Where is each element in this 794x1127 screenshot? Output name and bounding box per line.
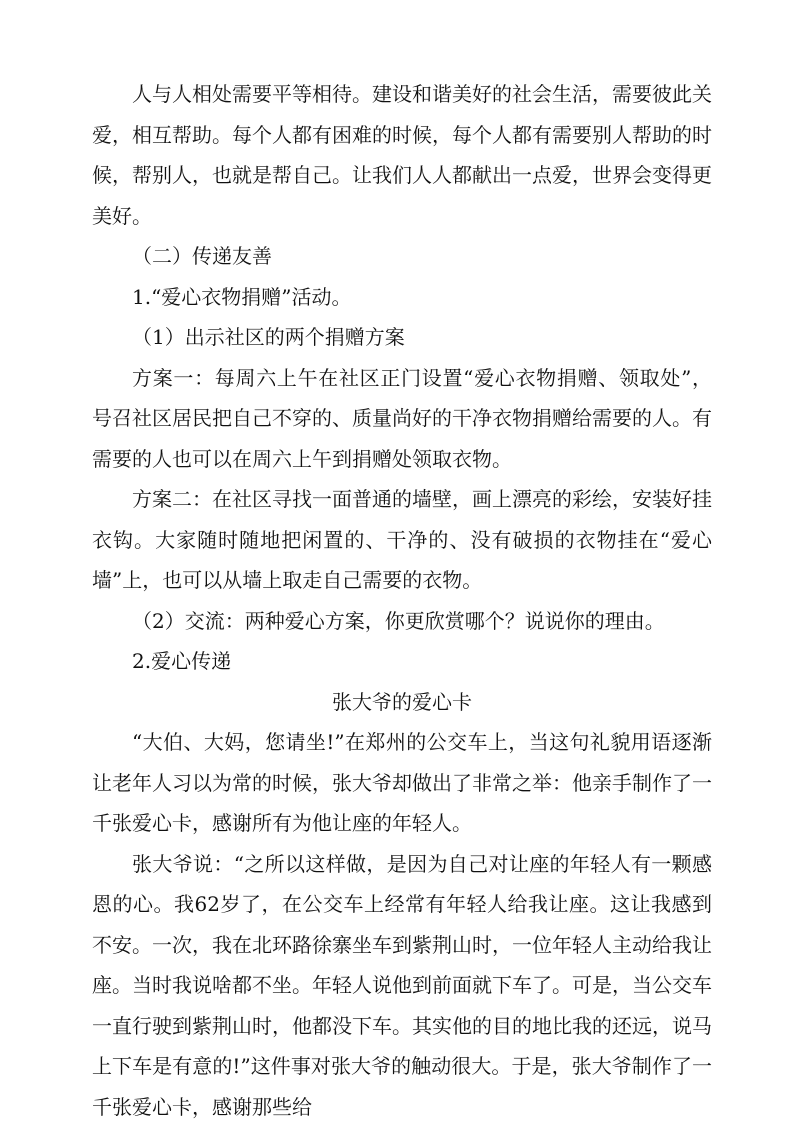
activity-heading-love-relay: 2.爱心传递 (92, 641, 712, 682)
paragraph-intro: 人与人相处需要平等相待。建设和谐美好的社会生活，需要彼此关爱，相互帮助。每个人都有困难的时候，每个人都有需要别人帮助的时候，帮别人，也就是帮自己。让我们人人都献出一点爱，世界会变得更美好。 (92, 74, 712, 236)
paragraph-discussion: （2）交流：两种爱心方案，你更欣赏哪个？说说你的理由。 (92, 601, 712, 642)
document-body (92, 74, 712, 1127)
paragraph-plan-two: 方案二：在社区寻找一面普通的墙壁，画上漂亮的彩绘，安装好挂衣钩。大家随时随地把闲置的、干净的、没有破损的衣物挂在“爱心墙”上，也可以从墙上取走自己需要的衣物。 (92, 479, 712, 601)
story-title: 张大爷的爱心卡 (92, 682, 712, 723)
paragraph-story-1: “大伯、大妈，您请坐!”在郑州的公交车上，当这句礼貌用语逐渐让老年人习以为常的时候，张大爷却做出了非常之举：他亲手制作了一千张爱心卡，感谢所有为他让座的年轻人。 (92, 722, 712, 844)
section-heading-pass-kindness: （二）传递友善 (92, 236, 712, 277)
sub-heading-two-plans: （1）出示社区的两个捐赠方案 (92, 317, 712, 358)
paragraph-plan-one: 方案一：每周六上午在社区正门设置“爱心衣物捐赠、领取处”，号召社区居民把自己不穿的、质量尚好的干净衣物捐赠给需要的人。有需要的人也可以在周六上午到捐赠处领取衣物。 (92, 358, 712, 480)
paragraph-story-2: 张大爷说：“之所以这样做，是因为自己对让座的年轻人有一颗感恩的心。我62岁了，在公交车上经常有年轻人给我让座。这让我感到不安。一次，我在北环路徐寨坐车到紫荆山时，一位年轻人主动给我让座。当时我说啥都不坐。年轻人说他到前面就下车了。可是，当公交车一直行驶到紫荆山时，他都没下车。其实他的目的地比我的还远，说马上下车是有意的!”这件事对张大爷的触动很大。于是，张大爷制作了一千张爱心卡，感谢那些给 (92, 844, 712, 1127)
activity-heading-clothing-donation: 1.“爱心衣物捐赠”活动。 (92, 277, 712, 318)
